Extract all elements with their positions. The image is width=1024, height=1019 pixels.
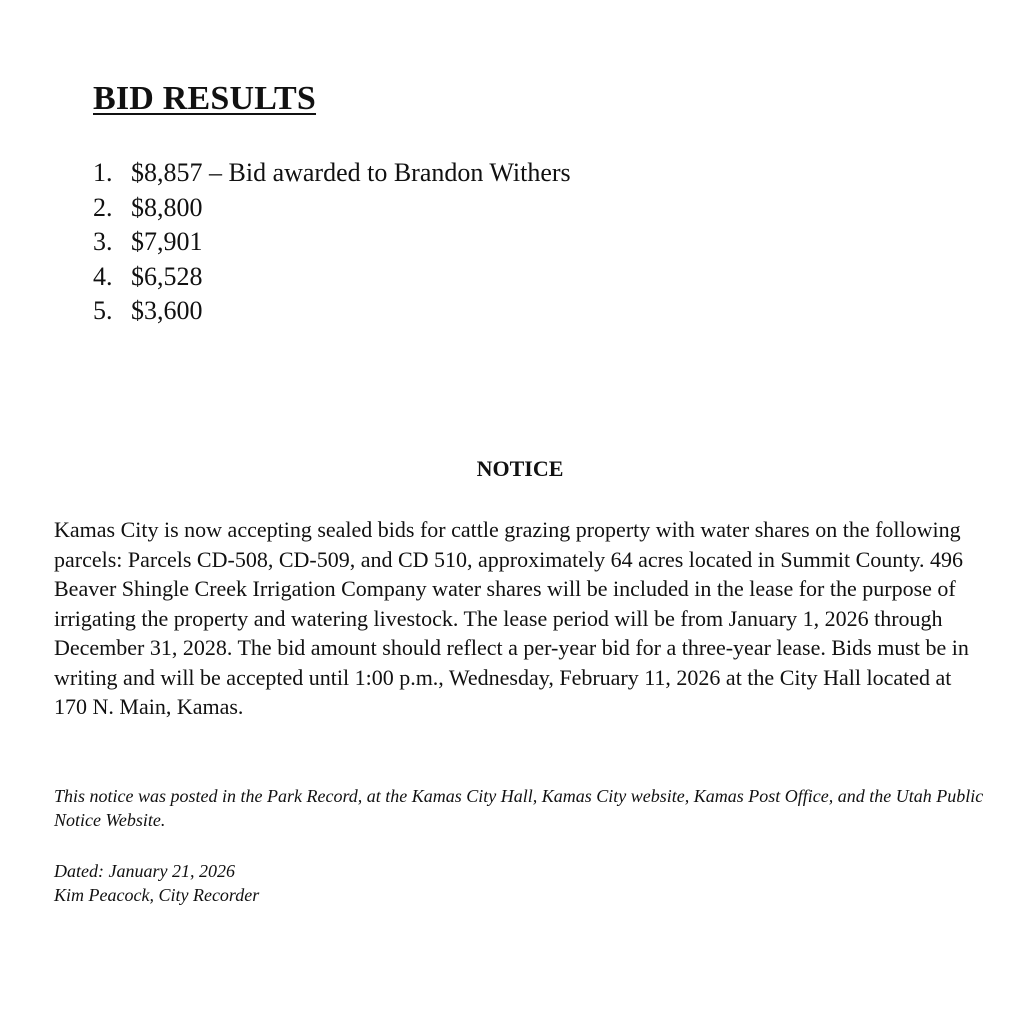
bid-amount: $8,857 – Bid awarded to Brandon Withers — [131, 158, 571, 187]
list-item — [93, 191, 571, 226]
list-item — [93, 260, 571, 295]
list-item — [93, 225, 571, 260]
bid-number: 1. — [93, 158, 113, 187]
bid-amount: $7,901 — [131, 227, 203, 256]
bid-number: 3. — [93, 227, 113, 256]
bid-amount: $6,528 — [131, 261, 203, 291]
bid-amount: $3,600 — [131, 296, 203, 325]
dated-line: Dated: January 21, 2026 — [54, 861, 235, 881]
notice-body: Kamas City is now accepting sealed bids for cattle grazing property with water shares on the following parcels: Parcels CD-508, CD-509, and CD 510, approximately 64 acres located in Summit County. 496 Beaver Shingle Creek Irrigation Company water shares will be included in the lease for the purpose of irrigating the property and watering livestock. The lease period will be from January 1, 2026 through December 31, 2028. The bid amount should reflect a per-year bid for a three-year lease. Bids must be in writing and will be accepted until 1:00 p.m., Wednesday, February 11, 2026 at the City Hall located at 170 N. Main, Kamas. — [54, 517, 969, 719]
bid-number: 2. — [93, 192, 113, 222]
notice-title: NOTICE — [476, 456, 564, 481]
list-item — [93, 294, 571, 329]
posting-statement: This notice was posted in the Park Record, at the Kamas City Hall, Kamas City website, Kamas Post Office, and the Utah Public Notice Website. — [54, 786, 984, 830]
bid-amount: $8,800 — [131, 192, 203, 222]
bid-results-heading: BID RESULTS — [93, 80, 317, 117]
recorder-signature: Kim Peacock, City Recorder — [54, 885, 260, 905]
bid-number: 4. — [93, 261, 113, 291]
bid-results-list — [93, 156, 571, 329]
bid-number: 5. — [93, 296, 113, 325]
list-item — [93, 156, 571, 191]
